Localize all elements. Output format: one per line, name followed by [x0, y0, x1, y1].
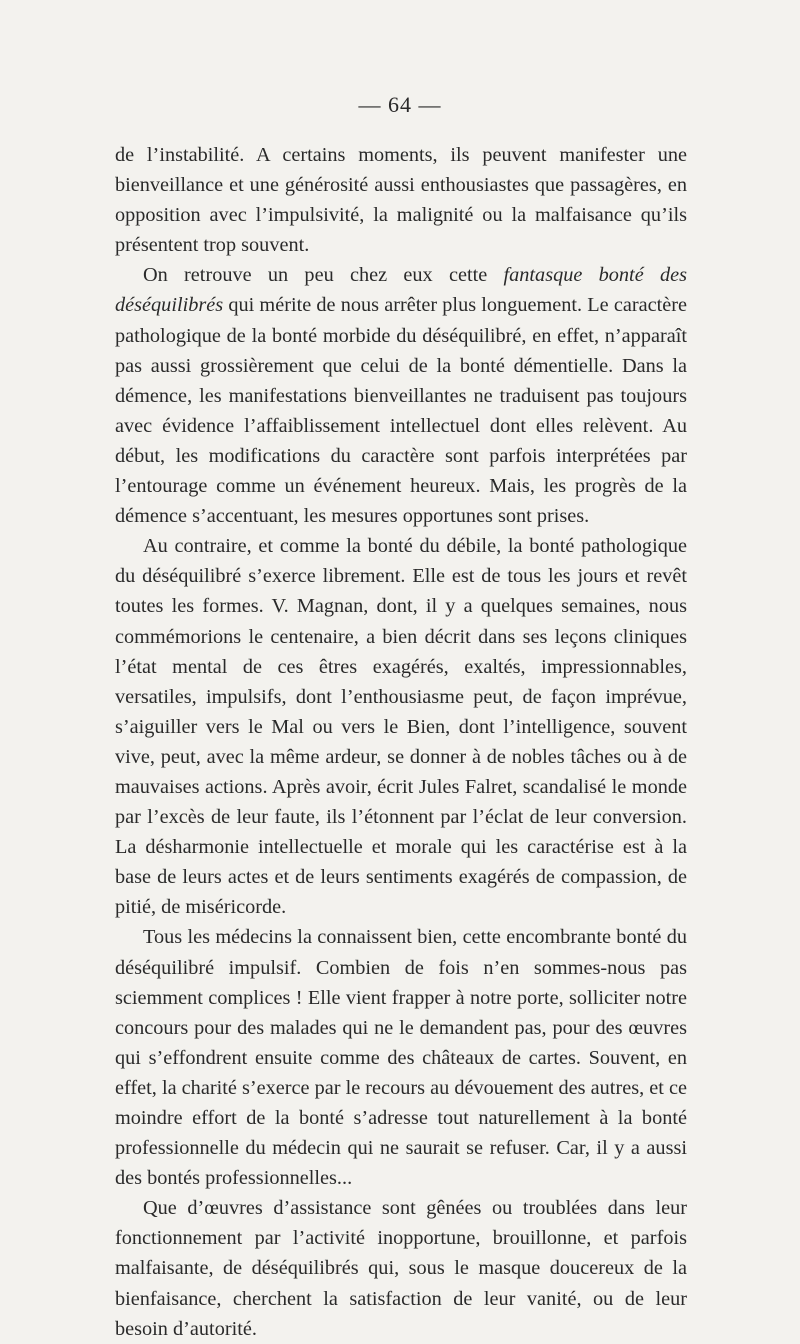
- text-run: On retrouve un peu chez eux cette: [143, 264, 504, 287]
- paragraph: [115, 531, 687, 922]
- paragraph: [115, 1193, 687, 1343]
- paragraph: [115, 140, 687, 260]
- text-run: Au contraire, et comme la bonté du débile, la bonté pathologique du déséquilibré s’exerce librement. Elle est de tous les jours et revêt toutes les formes. V. Magnan, dont, il y a quelques semaines, nous commémorions le centenaire, a bien décrit dans ses leçons cliniques l’état mental de ces êtres exagérés, exaltés, impressionnables, versatiles, impulsifs, dont l’enthousiasme peut, de façon imprévue, s’aiguiller vers le Mal ou vers le Bien, dont l’intelligence, souvent vive, peut, avec la même ardeur, se donner à de nobles tâches ou à de mauvaises actions. Après avoir, écrit Jules Falret, scandalisé le monde par l’excès de leur faute, ils l’étonnent par l’éclat de leur conversion. La désharmonie intellectuelle et morale qui les caractérise est à la base de leurs actes et de leurs sentiments exagérés de compassion, de pitié, de miséricorde.: [115, 535, 687, 919]
- italic-phrase: fantasque bonté des déséquilibrés: [115, 264, 687, 317]
- paragraph: [115, 922, 687, 1193]
- page-number: — 64 —: [358, 92, 442, 117]
- body-text: [115, 140, 687, 1344]
- text-run: de l’instabilité. A certains moments, ils peuvent manifester une bienveillance et une générosité aussi enthousiastes que passagères, en opposition avec l’impulsivité, la malignité ou la malfaisance qu’ils présentent trop souvent.: [115, 144, 687, 257]
- text-run: Tous les médecins la connaissent bien, cette encombrante bonté du déséquilibré impulsif. Combien de fois n’en sommes-nous pas sciemment complices ! Elle vient frapper à notre porte, solliciter notre concours pour des malades qui ne le demandent pas, pour des œuvres qui s’effondrent ensuite comme des châteaux de cartes. Souvent, en effet, la charité s’exerce par le recours au dévouement des autres, et ce moindre effort de la bonté s’adresse tout naturellement à la bonté professionnelle du médecin qui ne saurait se refuser. Car, il y a aussi des bontés professionnelles...: [115, 926, 687, 1190]
- text-run: Que d’œuvres d’assistance sont gênées ou troublées dans leur fonctionnement par l’activité inopportune, brouillonne, et parfois malfaisante, de déséquilibrés qui, sous le masque doucereux de la bienfaisance, cherchent la satisfaction de leur vanité, ou de leur besoin d’autorité.: [115, 1197, 687, 1340]
- text-run: qui mérite de nous arrêter plus longuement. Le caractère pathologique de la bonté morbide du déséquilibré, en effet, n’apparaît pas aussi grossièrement que celui de la bonté démentielle. Dans la démence, les manifestations bienveillantes ne traduisent pas toujours avec évidence l’affaiblissement intellectuel dont elles relèvent. Au début, les modifications du caractère sont parfois interprétées par l’entourage comme un événement heureux. Mais, les progrès de la démence s’accentuant, les mesures opportunes sont prises.: [115, 294, 687, 528]
- paragraph: [115, 260, 687, 531]
